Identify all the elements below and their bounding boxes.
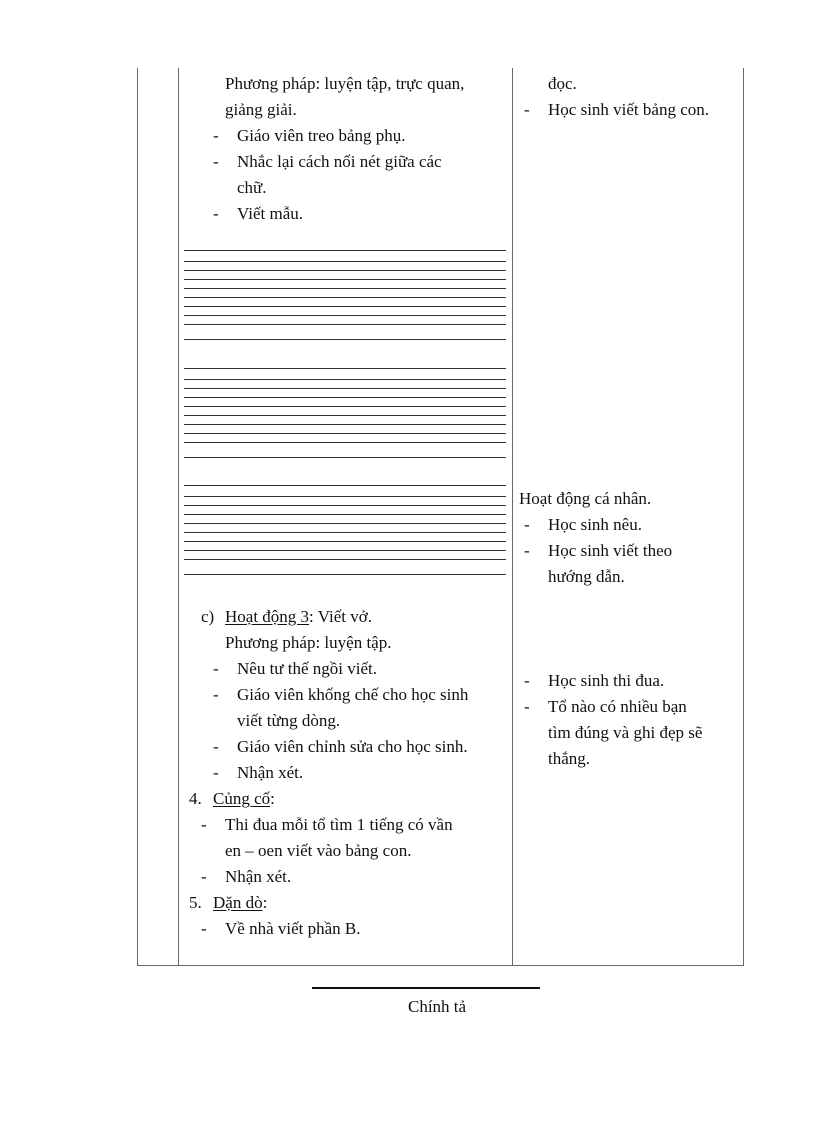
section-title-underlined: Củng cố <box>213 789 271 808</box>
bullet: - <box>524 515 530 534</box>
section-title-colon: : <box>262 893 268 912</box>
activity-title-rest: : Viết vở. <box>309 607 372 626</box>
list-item: Giáo viên chỉnh sửa cho học sinh. <box>237 737 468 756</box>
right-text: Học sinh viết bảng con. <box>548 100 709 119</box>
list-item-cont: en – oen viết vào bảng con. <box>225 841 412 860</box>
list-item: Nhắc lại cách nối nét giữa các <box>237 152 442 171</box>
right-text: đọc. <box>548 74 577 93</box>
bullet: - <box>201 919 207 938</box>
list-item: Về nhà viết phần B. <box>225 919 361 938</box>
bullet: - <box>201 815 207 834</box>
bullet: - <box>213 126 219 145</box>
bullet: - <box>213 763 219 782</box>
section-title <box>213 892 267 914</box>
bullet: - <box>524 100 530 119</box>
activity-title-underlined: Hoạt động 3 <box>225 607 310 626</box>
list-item: Nêu tư thế ngồi viết. <box>237 659 377 678</box>
list-item: Giáo viên khống chế cho học sinh <box>237 685 469 704</box>
list-item: Nhận xét. <box>237 763 304 782</box>
bullet: - <box>524 697 530 716</box>
bullet: - <box>213 685 219 704</box>
list-item: Viết mẫu. <box>237 204 304 223</box>
right-text: Học sinh nêu. <box>548 515 642 534</box>
right-text-cont: thắng. <box>548 749 591 768</box>
list-item: Nhận xét. <box>225 867 292 886</box>
section-title-underlined: Dặn dò <box>213 893 263 912</box>
bullet: - <box>201 867 207 886</box>
right-text: Học sinh thi đua. <box>548 671 665 690</box>
method-text: Phương pháp: luyện tập, trực quan, <box>225 74 465 93</box>
right-text-cont: hướng dẫn. <box>548 567 625 586</box>
section-title <box>213 788 275 810</box>
activity-title <box>225 606 372 628</box>
column-divider-2 <box>512 68 513 965</box>
column-divider-1 <box>178 68 179 965</box>
list-item: Giáo viên treo bảng phụ. <box>237 126 406 145</box>
list-item-cont: chữ. <box>237 178 267 197</box>
right-text-cont: tìm đúng và ghi đẹp sẽ <box>548 723 703 742</box>
footer-divider <box>312 987 540 989</box>
method-text-cont: giảng giải. <box>225 100 297 119</box>
bullet: - <box>213 659 219 678</box>
bullet: - <box>524 541 530 560</box>
section-number: 5. <box>189 893 202 912</box>
right-text: Tổ nào có nhiều bạn <box>548 697 687 716</box>
method-text: Phương pháp: luyện tập. <box>225 633 392 652</box>
right-text: Học sinh viết theo <box>548 541 673 560</box>
section-number: 4. <box>189 789 202 808</box>
group-title: Hoạt động cá nhân. <box>519 489 652 508</box>
list-item: Thi đua mỗi tổ tìm 1 tiếng có vần <box>225 815 453 834</box>
bullet: - <box>213 737 219 756</box>
bullet: - <box>213 204 219 223</box>
list-item-cont: viết từng dòng. <box>237 711 341 730</box>
section-title-colon: : <box>270 789 275 808</box>
activity-label: c) <box>201 607 215 626</box>
footer-title: Chính tả <box>408 997 467 1016</box>
bullet: - <box>524 671 530 690</box>
bullet: - <box>213 152 219 171</box>
